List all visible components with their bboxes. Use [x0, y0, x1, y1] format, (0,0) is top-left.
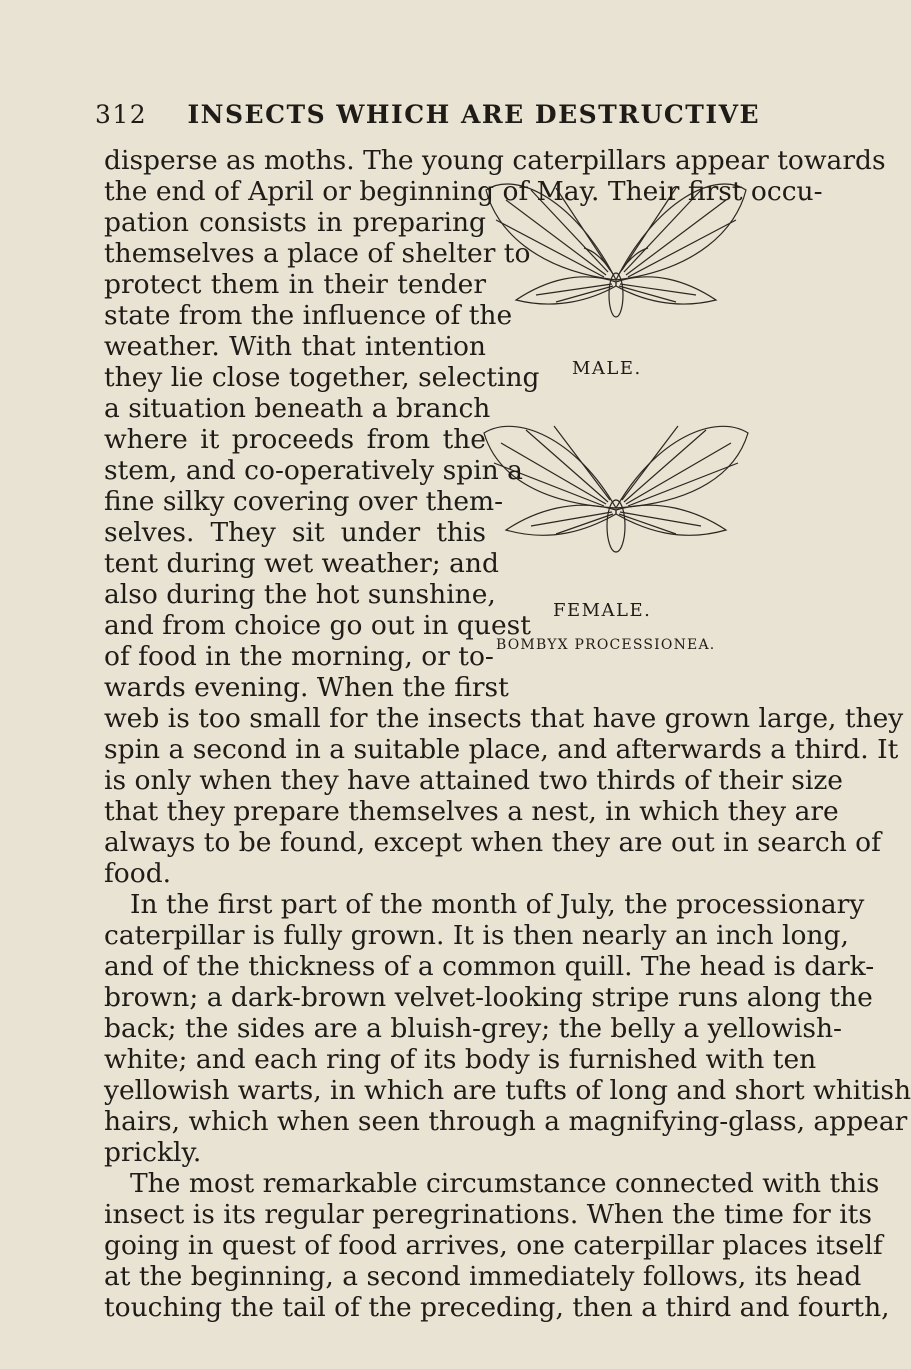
text-line: they lie close together, selecting — [104, 362, 540, 393]
page-number: 312 — [95, 100, 148, 129]
running-title: INSECTS WHICH ARE DESTRUCTIVE — [187, 100, 761, 129]
text-line: tent during wet weather; and — [104, 548, 499, 579]
text-line: brown; a dark-brown velvet-looking stripe runs along the — [104, 982, 873, 1013]
species-caption: BOMBYX PROCESSIONEA. — [496, 637, 716, 653]
text-line: of food in the morning, or to- — [104, 641, 494, 672]
text-line: protect them in their tender — [104, 269, 486, 300]
text-line: and of the thickness of a common quill. The head is dark- — [104, 951, 875, 982]
text-line: going in quest of food arrives, one caterpillar places itself — [104, 1230, 883, 1261]
text-line: selves. They sit under this — [104, 517, 486, 548]
text-line: back; the sides are a bluish-grey; the belly a yellowish- — [104, 1013, 842, 1044]
text-line: themselves a place of shelter to — [104, 238, 531, 269]
text-line: at the beginning, a second immediately follows, its head — [104, 1261, 862, 1292]
text-line: and from choice go out in quest — [104, 610, 531, 641]
text-line: hairs, which when seen through a magnifying-glass, appear — [104, 1106, 908, 1137]
text-line: fine silky covering over them- — [104, 486, 504, 517]
text-line: weather. With that intention — [104, 331, 486, 362]
text-line: caterpillar is fully grown. It is then nearly an inch long, — [104, 920, 849, 951]
text-line: In the first part of the month of July, the processionary — [130, 889, 865, 920]
text-line: disperse as moths. The young caterpillars appear towards — [104, 145, 886, 176]
text-line: prickly. — [104, 1137, 202, 1168]
text-line: The most remarkable circumstance connected with this — [130, 1168, 880, 1199]
text-line: food. — [104, 858, 172, 889]
text-line: where it proceeds from the — [104, 424, 486, 455]
text-line: insect is its regular peregrinations. When the time for its — [104, 1199, 872, 1230]
text-line: web is too small for the insects that have grown large, they — [104, 703, 904, 734]
female-caption: FEMALE. — [553, 600, 652, 621]
male-caption: MALE. — [572, 358, 642, 379]
text-line: wards evening. When the first — [104, 672, 509, 703]
text-line: stem, and co-operatively spin a — [104, 455, 523, 486]
running-header — [95, 100, 761, 129]
text-line: the end of April or beginning of May. Their first occu- — [104, 176, 823, 207]
text-line: state from the influence of the — [104, 300, 513, 331]
text-line: touching the tail of the preceding, then a third and fourth, — [104, 1292, 890, 1323]
text-line: always to be found, except when they are out in search of — [104, 827, 881, 858]
text-line: spin a second in a suitable place, and afterwards a third. It — [104, 734, 899, 765]
text-line: a situation beneath a branch — [104, 393, 491, 424]
text-line: yellowish warts, in which are tufts of long and short whitish — [104, 1075, 911, 1106]
text-line: also during the hot sunshine, — [104, 579, 496, 610]
text-line: white; and each ring of its body is furnished with ten — [104, 1044, 817, 1075]
text-line: is only when they have attained two thirds of their size — [104, 765, 843, 796]
text-line: that they prepare themselves a nest, in which they are — [104, 796, 839, 827]
text-line: pation consists in preparing — [104, 207, 486, 238]
